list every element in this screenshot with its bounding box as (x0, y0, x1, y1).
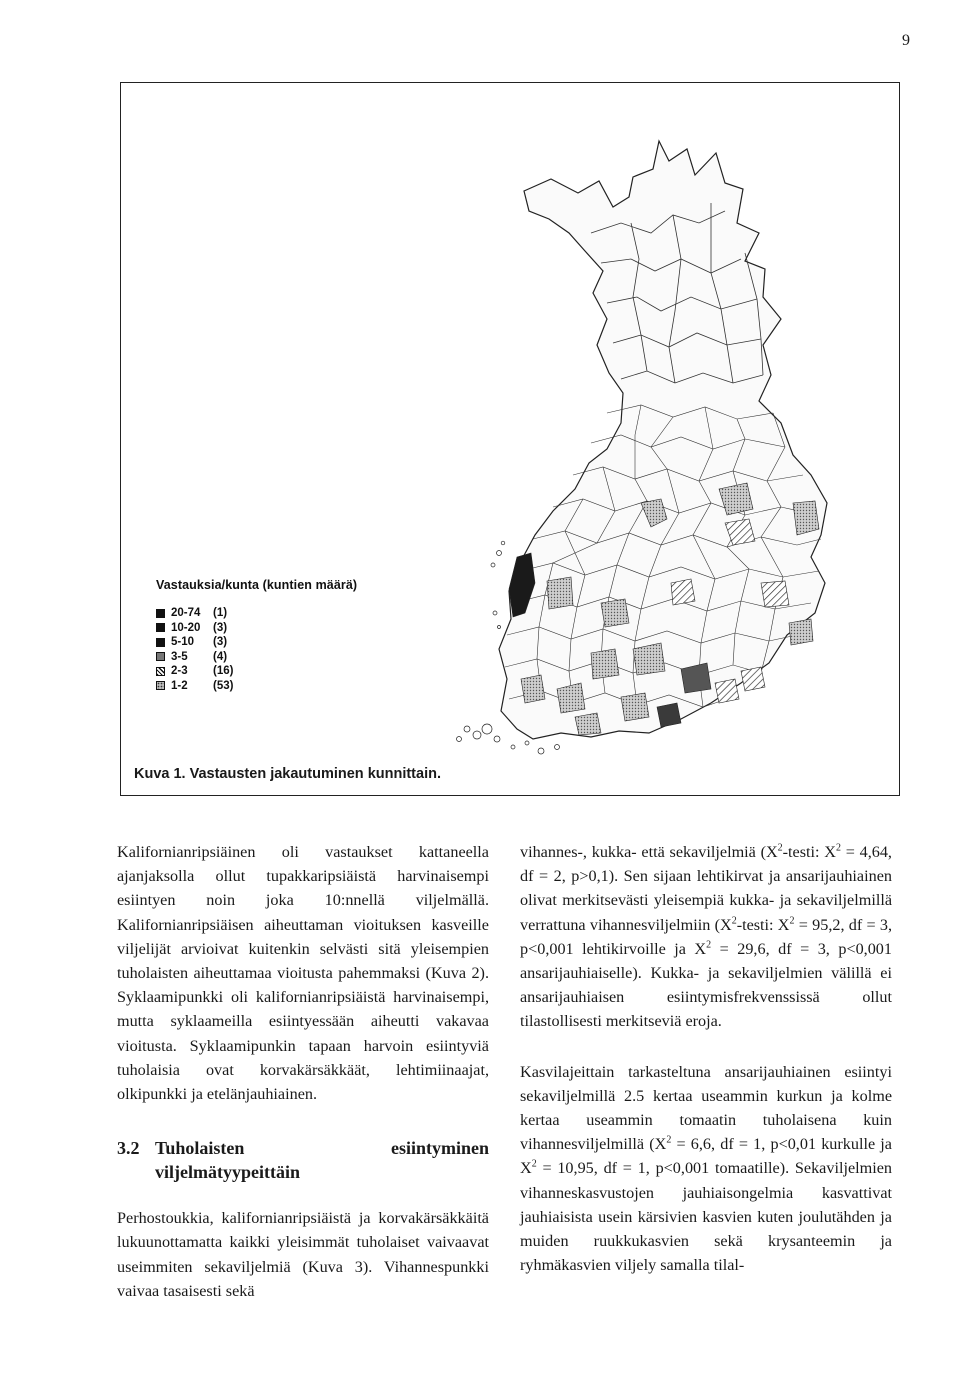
legend-item (156, 621, 416, 636)
paragraph: Kalifornianripsiäinen oli vastaukset kattaneella ajanjaksolla ollut tupakkaripsiäistä harvinaisempi esiintyen noin joka 10:nnellä viljelmällä. Kalifornianripsiäisen aiheuttaman vioituksen kasveille viljelijät arvioivat kuitenkin selvästi sitä yleisempien tuholaisten aiheuttamaa vioitusta pahemmaksi (Kuva 2). Syklaamipunkki oli kalifornianripsiäistä harvinaisempi, mutta syklaameilla esiintyessään aiheutti vakavaa vioitusta. Syklaamipunkin tapaan harvoin esiintyviä tuholaisia ovat korvakärsäkkäät, lehtimiinaajat, olkipunkki ja etelänjauhiainen. (117, 843, 489, 1104)
legend-item (156, 664, 416, 679)
map-legend (156, 578, 416, 693)
legend-range: 3-5 (171, 650, 188, 663)
right-column (520, 840, 892, 1277)
figure-caption: Kuva 1. Vastausten jakautuminen kunnittain. (134, 766, 441, 782)
legend-title: Vastauksia/kunta (kuntien määrä) (156, 578, 358, 592)
legend-count: (3) (213, 636, 228, 649)
left-column (117, 840, 489, 1303)
swatch-solid-icon (156, 609, 165, 618)
swatch-grey-icon (156, 652, 165, 661)
figure-frame (120, 82, 900, 796)
legend-item (156, 635, 416, 650)
legend-item (156, 679, 416, 694)
legend-count: (3) (213, 621, 228, 634)
legend-count: (53) (213, 679, 234, 692)
legend-range: 10-20 (171, 621, 201, 634)
swatch-solid-icon (156, 638, 165, 647)
finland-outline (499, 141, 827, 739)
swatch-dotted-icon (156, 681, 165, 690)
paragraph: Perhostoukkia, kalifornianripsiäistä ja korvakärsäkkäitä lukuunottamatta kaikki yleisimmät tuholaiset vaivaavat useimmiten sekaviljelmiä (Kuva 3). Vihannespunkki vaivaa tasaisesti sekä (117, 1209, 489, 1300)
swatch-hatched-icon (156, 667, 165, 676)
section-number: 3.2 (117, 1138, 140, 1159)
legend-count: (16) (213, 665, 234, 678)
legend-range: 20-74 (171, 607, 201, 620)
legend-count: (4) (213, 650, 228, 663)
legend-item (156, 650, 416, 665)
page-number: 9 (902, 32, 910, 49)
swatch-solid-icon (156, 623, 165, 632)
legend-count: (1) (213, 607, 228, 620)
legend-range: 1-2 (171, 679, 188, 692)
section-heading (117, 1136, 489, 1184)
paragraph: Kasvilajeittain tarkasteltuna ansarijauhiainen esiintyi sekaviljelmillä 2.5 kertaa useammin kurkun ja kolme kertaa useammin tomaatin tuholaisena kuin vihannesviljelmillä ($X^2 = 6,6$, df = 1, p<0,01 kurkulle ja $X^2 = 10,95$, df = 1, p<0,001 tomaatille). Sekaviljelmien vihanneskasvustojen jauhiaisongelmia kasvattivat jauhiaisista usein kärsivien kasvien kuten joulutähden ja muiden ruukkukasvien sekä krysanteemin ja ryhmäkasvien viljely samalla tilal- (520, 1062, 892, 1275)
legend-item (156, 606, 416, 621)
paragraph: vihannes-, kukka- että sekaviljelmiä ($X^2$-testi: $X^2 = 4,64$, df = 2, p>0,1). Sen sijaan lehtikirvat ja ansarijauhiainen olivat merkitsevästi yleisempiä kukka- ja sekaviljelmillä verrattuna vihannesviljelmiin ($X^2$-testi: $X^2 = 95,2$, df = 3, p<0,001 lehtikirvoille ja $X^2 = 29,6$, df = 3, p<0,001 ansarijauhiaiselle). Kukka- ja sekaviljelmien välillä ei ansarijauhiaisen esiintymisfrekvenssissä ollut tilastollisesti merkitseviä eroja. (520, 842, 892, 1031)
section-title: Tuholaisten esiintyminen viljelmätyypeittäin (155, 1138, 489, 1183)
legend-range: 5-10 (171, 636, 195, 649)
legend-range: 2-3 (171, 665, 188, 678)
